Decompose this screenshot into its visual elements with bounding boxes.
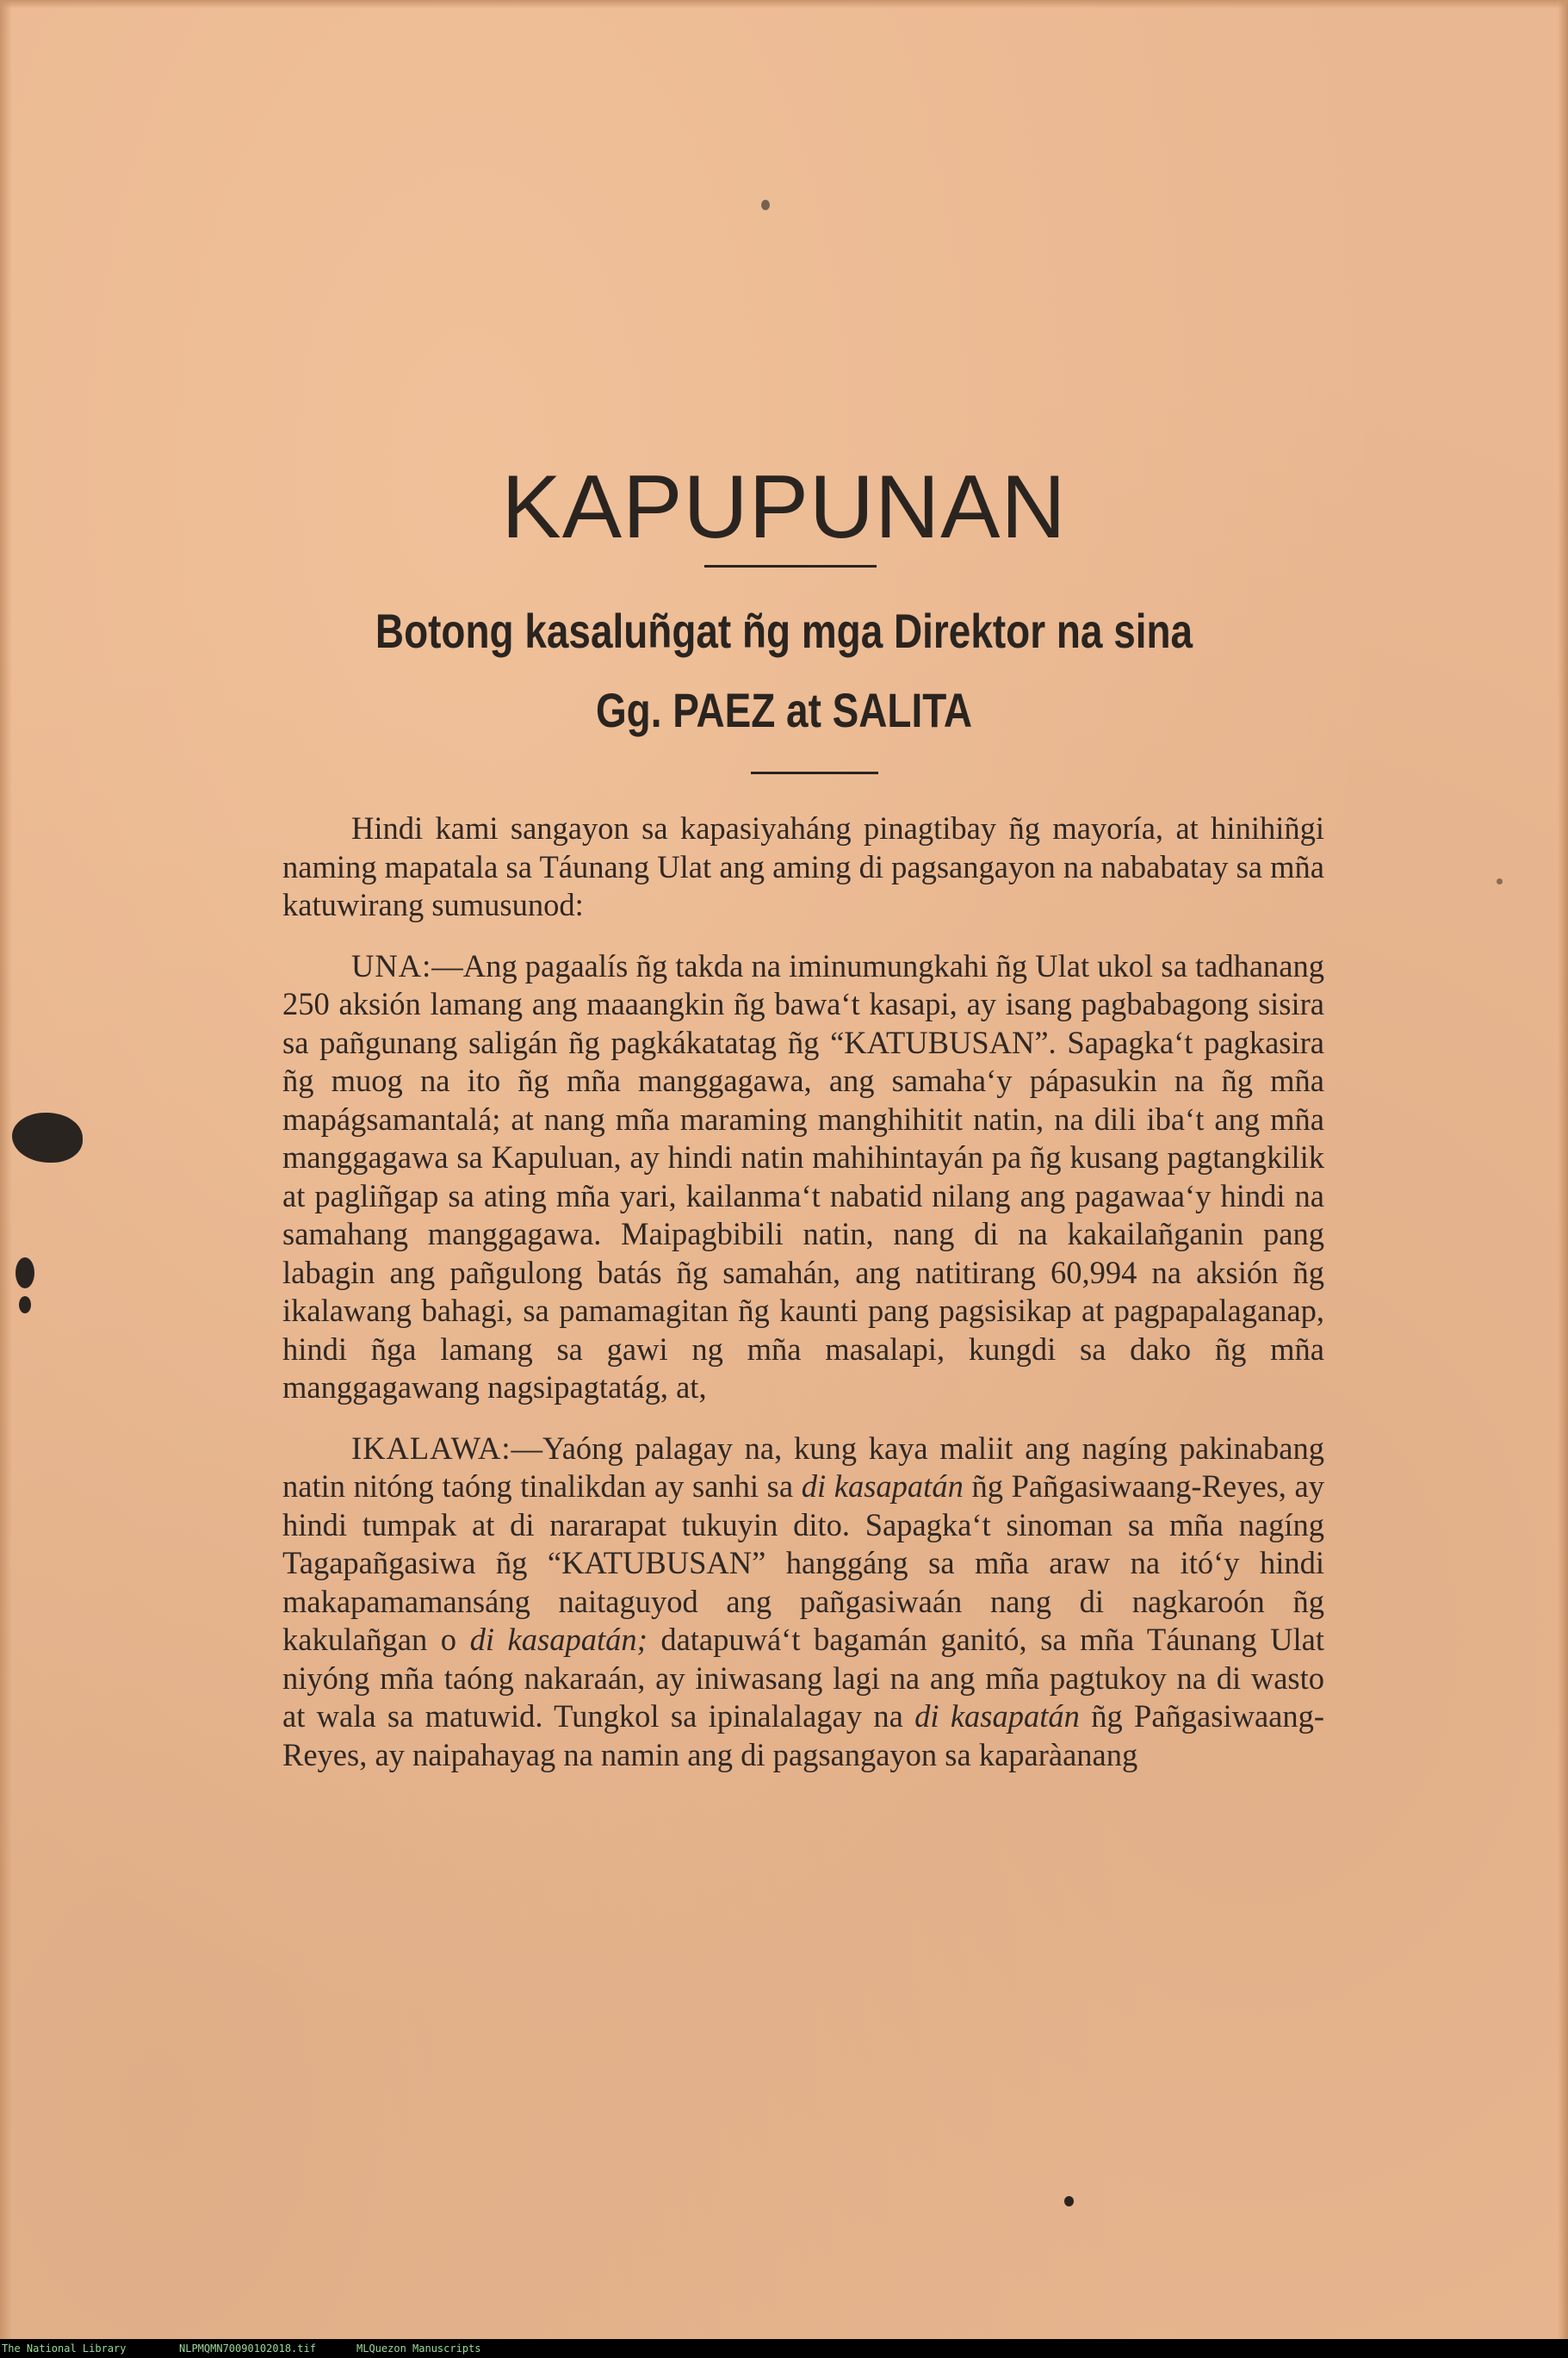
ink-spot: [19, 1296, 31, 1313]
una-paragraph: [282, 947, 1324, 1407]
document-body: [282, 810, 1324, 1774]
page-edge-right: [1558, 0, 1568, 2339]
subtitle-line-1: Botong kasaluñgat ñg mga Direktor na sina: [375, 604, 1193, 658]
una-text: —Ang pagaalís ñg takda na iminumungkahi ñg Ulat ukol sa tadhanang 250 aksión lamang ang maaangkin ñg bawa‘t kasapi, ay isang pagbabagong sisira sa pañgunang saligán ñg pagkákatatag ñg “KATUBUSAN”. Sapagka‘t pagkasira ñg muog na ito ñg mña manggagawa, ang samaha‘y pápasukin na ñg mña mapágsamantalá; at nang mña maraming manghihitit natin, na dili iba‘t ang mña manggagawa sa Kapuluan, ay hindi natin mahihintayán pa ñg kusang pagtangkilik at pagliñgap sa ating mña yari, kailanma‘t nabatid nilang ang pagawaa‘y hindi na samahang manggagawa. Maipagbibili natin, nang di na kakailañganin pang labagin ang pañgulong batás ñg samahán, ang natitirang 60,994 na aksión ñg ikalawang bahagi, sa pamamagitan ñg kaunti pang pagsisikap at pagpapalaganap, hindi ñga lamang sa gawi ng mña masalapi, kungdi sa dako ñg mña manggagawang nagsipagtatág, at,: [282, 947, 1324, 1405]
title-divider: [704, 565, 877, 568]
ikalawa-text-1: —Yaóng palagay na, kung kaya maliit ang nagíng pakinabang natin nitóng taóng tinalikdan ay sanhi sa: [282, 1430, 1324, 1504]
page-edge-left: [0, 0, 12, 2339]
ink-dot: [1064, 2196, 1074, 2206]
footer-library-label: The National Library: [2, 2342, 127, 2355]
ink-dot: [1497, 878, 1503, 884]
ikalawa-paragraph: [282, 1430, 1324, 1775]
ikalawa-text-4: ñg Pañgasiwaang-Reyes, ay naipahayag na namin ang di pagsangayon sa kaparàanang: [282, 1698, 1325, 1772]
ink-blot: [12, 1113, 83, 1163]
ikalawa-label: IKALAWA:: [351, 1430, 511, 1466]
subtitle-divider: [751, 772, 878, 774]
footer-collection-label: MLQuezon Manuscripts: [356, 2342, 481, 2355]
ikalawa-text-3: datapuwá‘t bagamán ganitó, sa mña Táunang Ulat niyóng mña taóng nakaraán, ay iniwasang lagi na ang mña pagtukoy na di wasto at wala sa matuwid. Tungkol sa ipinalalagay na: [282, 1622, 1325, 1734]
ink-dot: [761, 200, 770, 210]
page-edge-top: [0, 0, 1568, 9]
ikalawa-emphasis-1: di kasapatán: [801, 1468, 964, 1504]
una-label: UNA:: [351, 947, 432, 984]
intro-paragraph: Hindi kami sangayon sa kapasiyaháng pinagtibay ñg mayoría, at hinihiñgi naming mapatala sa Táunang Ulat ang aming di pagsangayon na nababatay sa mña katuwirang sumusunod:: [282, 810, 1324, 922]
scan-footer-bar: [0, 2339, 1568, 2358]
ikalawa-text-2: ñg Pañgasiwaang-Reyes, ay hindi tumpak at di nararapat tukuyin dito. Sapagka‘t sinoman sa mña nagíng Tagapañgasiwa ñg “KATUBUSAN” hanggáng sa mña araw na itó‘y hindi makapamamansáng naitaguyod ang pañgasiwaán nang di nagkaroón ñg kakulañgan o: [282, 1468, 1324, 1657]
ink-spot: [15, 1257, 34, 1288]
ikalawa-emphasis-2: di kasapatán;: [469, 1622, 648, 1657]
page-title: KAPUPUNAN: [501, 457, 1067, 557]
subtitle-line-2: Gg. PAEZ at SALITA: [595, 683, 973, 737]
ikalawa-emphasis-3: di kasapatán: [914, 1698, 1080, 1734]
footer-filename: NLPMQMN70090102018.tif: [179, 2342, 316, 2355]
